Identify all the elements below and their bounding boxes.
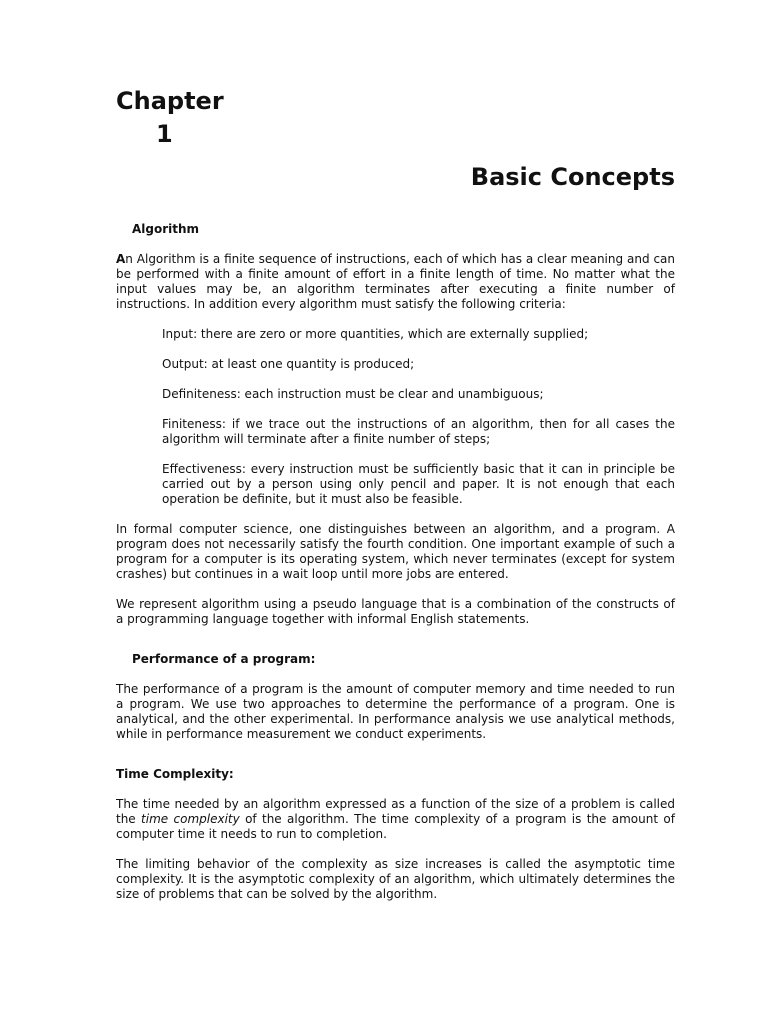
criteria-item-finiteness: Finiteness: if we trace out the instructions of an algorithm, then for all cases the algorithm will terminate after a finite number of steps; (162, 417, 675, 446)
formal-cs-paragraph: In formal computer science, one distinguishes between an algorithm, and a program. A program does not necessarily satisfy the fourth condition. One important example of such a program for a computer is its operating system, which never terminates (except for system crashes) but continues in a wait loop until more jobs are entered. (116, 522, 675, 581)
time-complexity-text-after: of the algorithm. The time complexity of a program is the amount of computer time it needs to run to completion. (116, 812, 675, 841)
algorithm-intro-paragraph (116, 252, 675, 312)
algorithm-intro-text: n Algorithm is a finite sequence of instructions, each of which has a clear meaning and can be performed with a finite amount of effort in a finite length of time. No matter what the input values may be, an algorithm terminates after executing a finite number of instructions. In addition every algorithm must satisfy the following criteria: (116, 252, 675, 311)
algorithm-heading: Algorithm (132, 222, 200, 236)
time-complexity-term: time complexity (141, 812, 240, 826)
chapter-label: Chapter (116, 87, 224, 115)
time-complexity-text-before: The time needed by an algorithm expressed as a function of the size of a problem is called the (116, 797, 675, 826)
criteria-item-input: Input: there are zero or more quantities, which are externally supplied; (162, 327, 589, 341)
criteria-item-definiteness: Definiteness: each instruction must be clear and unambiguous; (162, 387, 544, 401)
asymptotic-paragraph: The limiting behavior of the complexity as size increases is called the asymptotic time complexity. It is the asymptotic complexity of an algorithm, which ultimately determines the size of problems that can be solved by the algorithm. (116, 857, 675, 901)
document-body (116, 222, 675, 902)
time-complexity-paragraph (116, 797, 675, 842)
criteria-item-effectiveness: Effectiveness: every instruction must be sufficiently basic that it can in principle be carried out by a person using only pencil and paper. It is not enough that each operation be definite, but it must also be feasible. (162, 462, 675, 506)
criteria-item-output: Output: at least one quantity is produced; (162, 357, 415, 371)
criteria-list (116, 327, 675, 507)
pseudo-language-paragraph: We represent algorithm using a pseudo language that is a combination of the constructs of a programming language together with informal English statements. (116, 597, 675, 626)
performance-paragraph: The performance of a program is the amount of computer memory and time needed to run a program. We use two approaches to determine the performance of a program. One is analytical, and the other experimental. In performance analysis we use analytical methods, while in performance measurement we conduct experiments. (116, 682, 675, 741)
chapter-title: Basic Concepts (470, 163, 675, 191)
chapter-number: 1 (156, 120, 173, 148)
performance-heading: Performance of a program: (132, 652, 316, 666)
time-complexity-heading: Time Complexity: (116, 767, 234, 781)
drop-letter: A (116, 252, 126, 266)
